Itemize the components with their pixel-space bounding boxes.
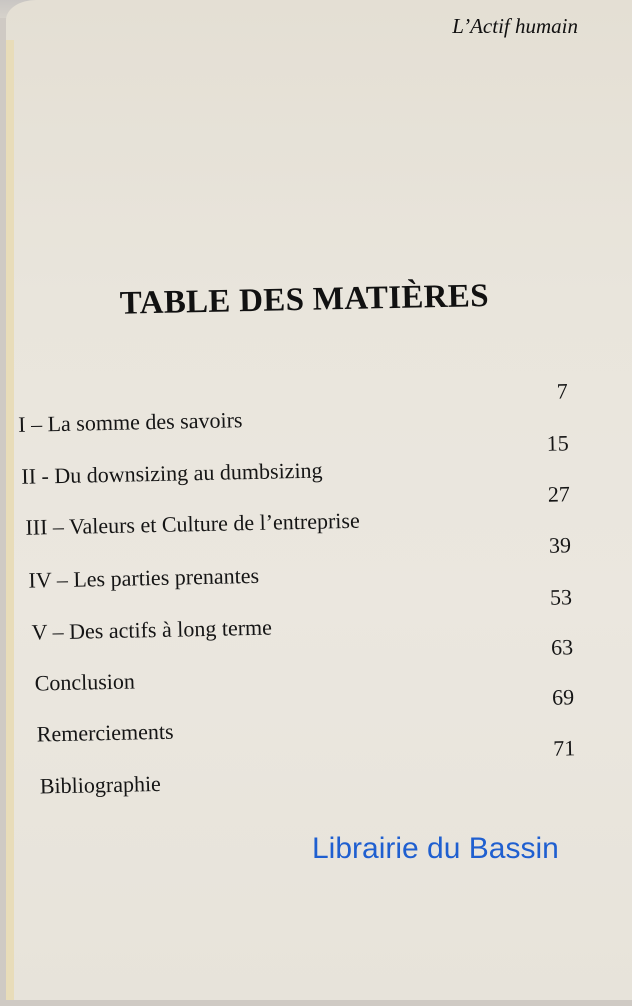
toc-page-number: 69	[551, 684, 575, 710]
toc-page-number: 27	[547, 481, 571, 507]
toc-entry: Conclusion	[34, 668, 136, 696]
toc-entry: II - Du downsizing au dumbsizing	[21, 457, 323, 489]
watermark: Librairie du Bassin	[312, 832, 559, 865]
page-title: TABLE DES MATIÈRES	[119, 277, 490, 322]
toc-entry: V – Des actifs à long terme	[31, 614, 273, 645]
toc-page-number: 15	[546, 430, 570, 456]
toc-page-number: 53	[549, 584, 573, 610]
toc-entry: Remerciements	[36, 718, 174, 747]
running-header: L’Actif humain	[452, 14, 578, 38]
toc-page-number: 71	[552, 735, 576, 761]
toc-entry: IV – Les parties prenantes	[28, 562, 260, 593]
toc-entry: Bibliographie	[39, 770, 162, 799]
toc-entry: III – Valeurs et Culture de l’entreprise	[25, 507, 360, 540]
toc-page-number: 63	[550, 634, 574, 660]
toc-entry: I – La somme des savoirs	[17, 407, 243, 437]
toc-page-number: 7	[556, 378, 568, 404]
toc-page-number: 39	[548, 532, 572, 558]
